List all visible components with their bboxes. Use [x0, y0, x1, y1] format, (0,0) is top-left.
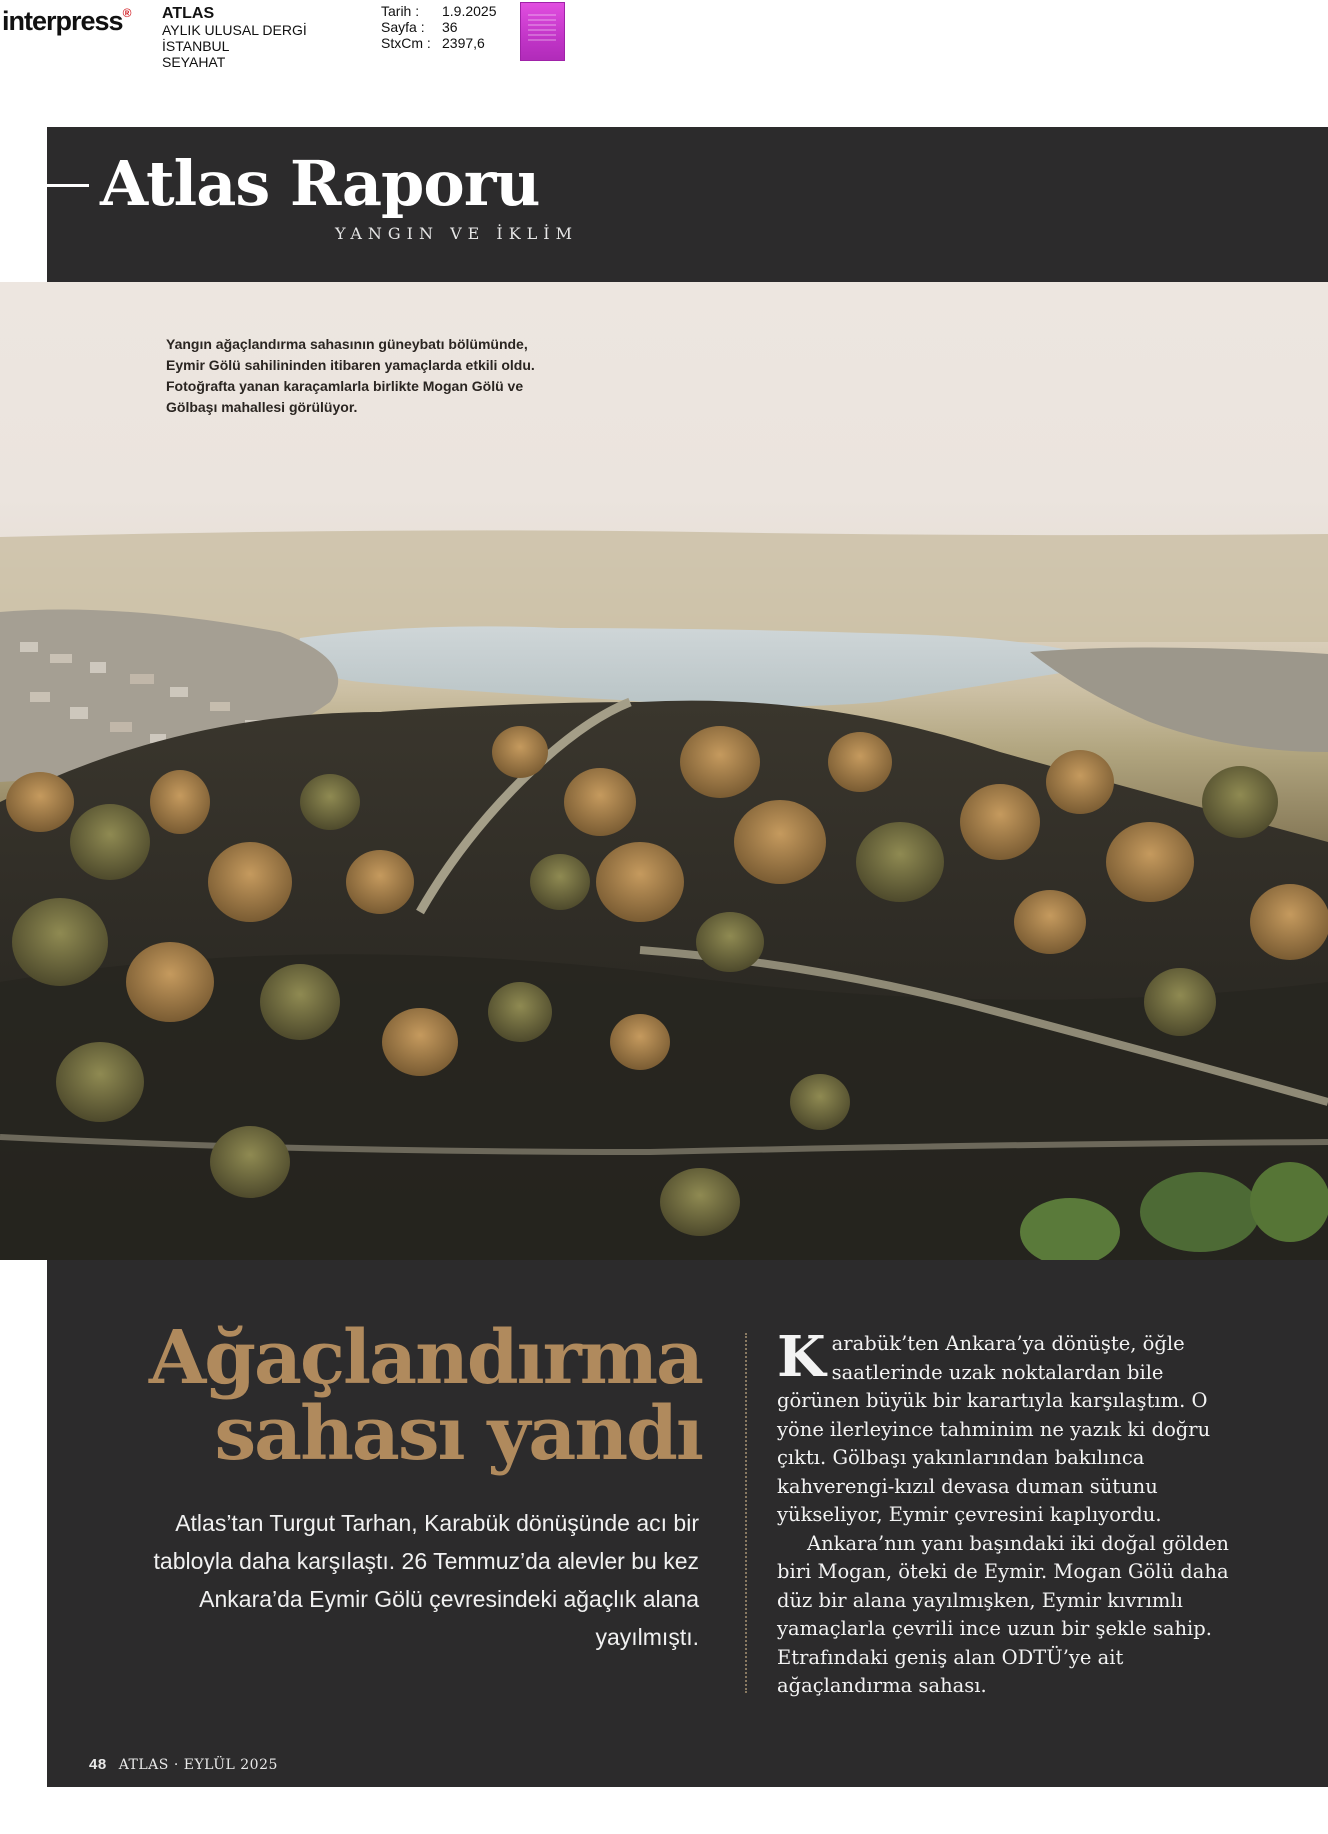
headline-line-1: Ağaçlandırma: [148, 1315, 702, 1401]
section-subtitle: YANGIN VE İKLİM: [335, 224, 578, 243]
folio-text: ATLAS · EYLÜL 2025: [118, 1757, 278, 1773]
page-label: Sayfa :: [381, 19, 425, 35]
paragraph-2: Ankara’nın yanı başındaki iki doğal gölden biri Mogan, öteki de Eymir. Mogan Gölü daha düz bir alana yayılmışken, Eymir kıvrımlı yamaçlarla çevrili ince uzun bir şekle sahip. Etrafındaki geniş alan ODTÜ’ye ait ağaçlandırma sahası.: [777, 1531, 1229, 1697]
date-label: Tarih :: [381, 3, 420, 19]
page-value: 36: [442, 19, 458, 35]
logo-text: interpress: [2, 6, 123, 36]
page-folio: [89, 1756, 278, 1773]
section-title: Atlas Raporu: [100, 147, 540, 220]
landscape-illustration: [0, 282, 1328, 1260]
publication-city: İSTANBUL: [162, 38, 230, 54]
hero-photo: [0, 282, 1328, 1260]
paragraph-1: [777, 1324, 1247, 1530]
page-thumbnail[interactable]: [520, 2, 565, 61]
town-right: [1030, 647, 1328, 752]
article-lede: Atlas’tan Turgut Tarhan, Karabük dönüşünde acı bir tabloyla daha karşılaştı. 26 Temmuz’da alevler bu kez Ankara’da Eymir Gölü çevresindeki ağaçlık alana yayılmıştı.: [153, 1510, 699, 1650]
photo-caption: Yangın ağaçlandırma sahasının güneybatı bölümünde, Eymir Gölü sahilininden itibaren yamaçlarda etkili oldu. Fotoğrafta yanan karaçamlarla birlikte Mogan Gölü ve Gölbaşı mahallesi görülüyor.: [166, 336, 535, 415]
clipping-meta: [381, 3, 497, 51]
publication-frequency: AYLIK ULUSAL DERGİ: [162, 22, 307, 38]
page-number: 48: [89, 1756, 107, 1773]
logo-mark: ®: [122, 6, 131, 20]
stxcm-label: StxCm :: [381, 35, 431, 51]
column-divider: [745, 1333, 747, 1693]
article-panel: [47, 1260, 1328, 1787]
article-headline: [102, 1315, 702, 1477]
headline-line-2: sahası yandı: [214, 1391, 702, 1477]
article-body: [777, 1324, 1247, 1701]
publication-info: [162, 6, 307, 70]
interpress-logo: [2, 6, 130, 37]
section-header: [47, 127, 1328, 282]
drop-cap: K: [777, 1324, 826, 1390]
title-dash: [47, 184, 89, 187]
publication-name: ATLAS: [162, 5, 215, 22]
paragraph-1-text: arabük’ten Ankara’ya dönüşte, öğle saatlerinde uzak noktalardan bile görünen büyük bir karartıyla karşılaştım. O yöne ilerleyince tahminim ne yazık ki doğru çıktı. Gölbaşı yakınlarından bakılınca kahverengi-kızıl devasa duman sütunu yükseliyor, Eymir çevresini kaplıyordu.: [777, 1332, 1211, 1526]
stxcm-value: 2397,6: [442, 35, 485, 51]
publication-category: SEYAHAT: [162, 54, 226, 70]
clipping-header: [0, 0, 1328, 70]
date-value: 1.9.2025: [442, 3, 497, 19]
